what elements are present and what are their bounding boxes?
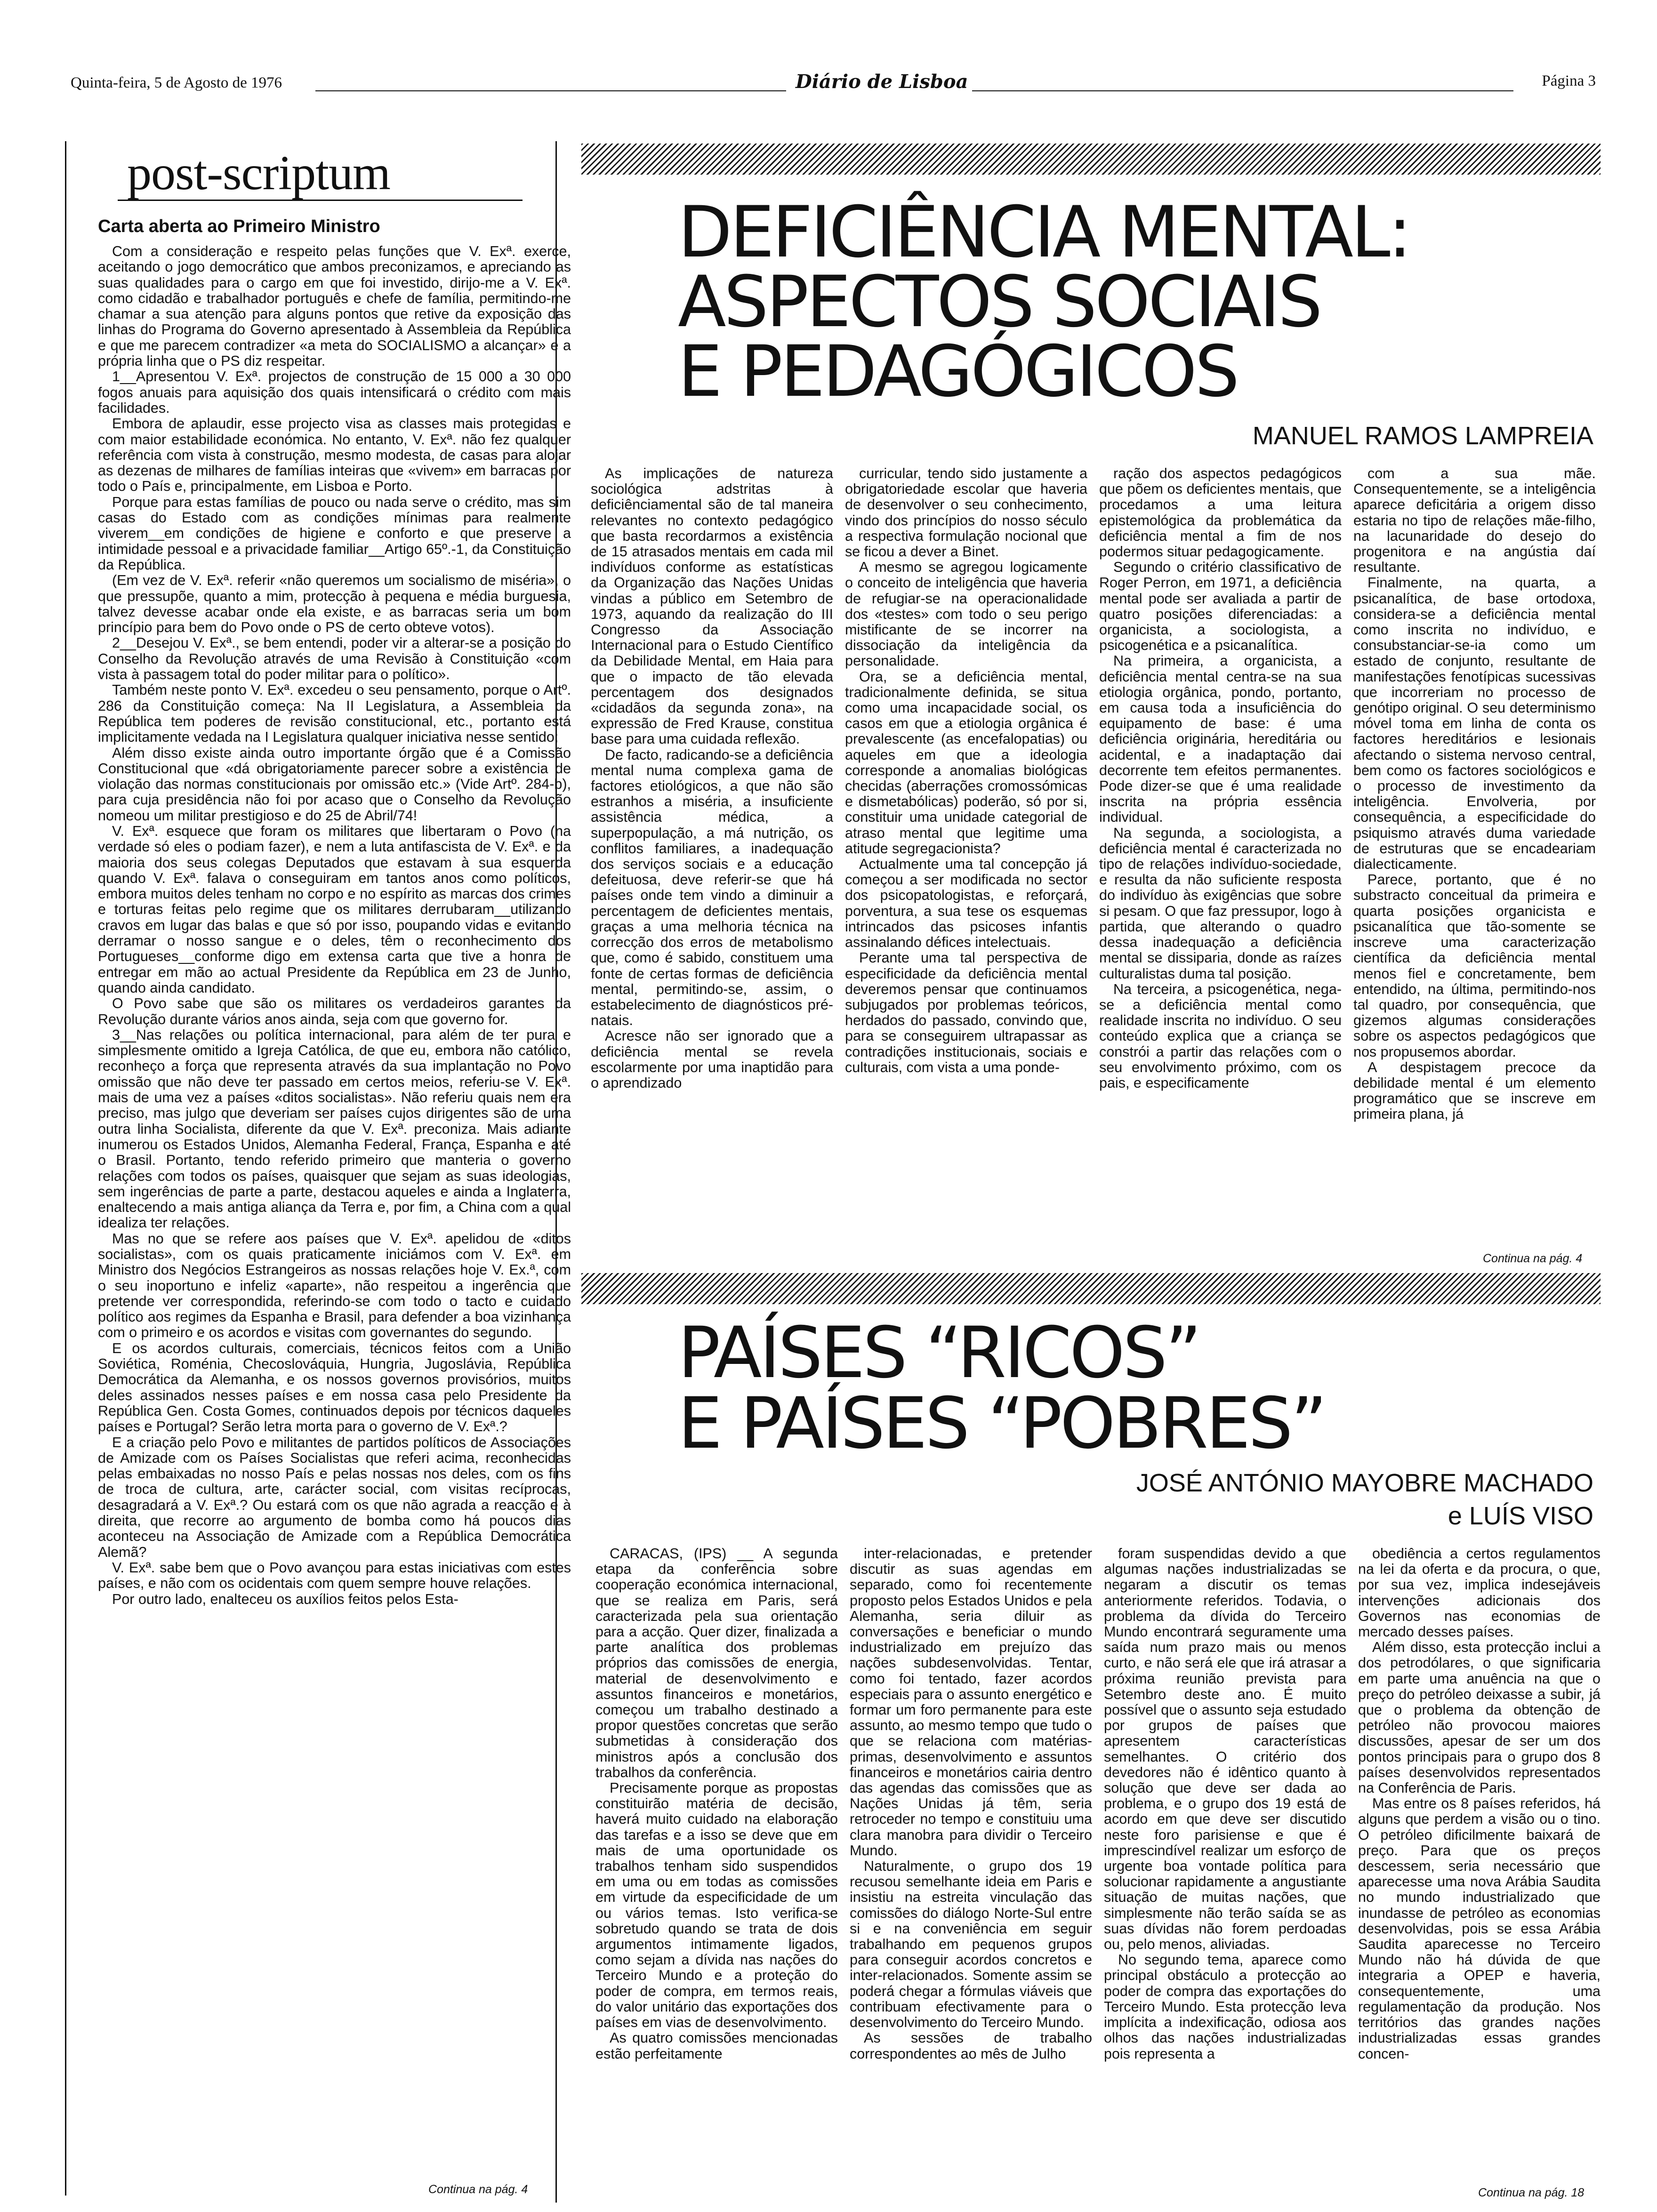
paragraph: com a sua mãe. Consequentemente, se a inteligência aparece deficitária a origem disso estaria no tipo de relações mãe-filho, na lacunaridade do desejo do progenitora e na angústia daí resultante. bbox=[1353, 466, 1596, 576]
article-column bbox=[845, 466, 1087, 1250]
article-author-second: e LUÍS VISO bbox=[1448, 1502, 1593, 1530]
paragraph: Actualmente uma tal concepção já começou a ser modificada no sector dos psicopatologistas, e reforçará, porventura, a sua tese os esquemas intrincados das psicoses infantis assinalando défices intelectuais. bbox=[845, 856, 1087, 951]
column-divider bbox=[555, 141, 557, 2203]
paragraph: Parece, portanto, que é no substracto conceitual da primeira e quarta posições organicista e psicanalítica que tão-somente se inscreve uma caracterização científica da deficiência mental menos fiel e concretamente, bem entendido, na última, permitindo-nos tal quadro, por consequência, que gizemos algumas considerações sobre os aspectos pedagógicos que nos propusemos abordar. bbox=[1353, 872, 1596, 1060]
paragraph: ração dos aspectos pedagógicos que põem os deficientes mentais, que procedamos a uma leitura epistemológica da problemática da deficiência mental a fim de nos podermos situar pedagogicamente. bbox=[1099, 466, 1342, 560]
paragraph: Naturalmente, o grupo dos 19 recusou semelhante ideia em Paris e insistiu na estreita vinculação das comissões do diálogo Norte-Sul entre si e na conveniência em seguir trabalhando em pequenos grupos para conseguir acordos concretos e inter-relacionados. Somente assim se poderá chegar a fórmulas viáveis que contribuam efectivamente para o desenvolvimento do Terceiro Mundo. bbox=[850, 1858, 1092, 2031]
paragraph: Segundo o critério classificativo de Roger Perron, em 1971, a deficiência mental pode ser avaliada a partir de quatro posições diferenciadas: a organicista, a sociologista, a psicogenética e a psicanalítica. bbox=[1099, 559, 1342, 654]
article-author: JOSÉ ANTÓNIO MAYOBRE MACHADO bbox=[1136, 1469, 1593, 1497]
paragraph: As implicações de natureza sociológica adstritas à deficiênciamental são de tal maneira relevantes no contexto pedagógico que basta recordarmos a existência de 15 atrasados mentais em cada mil indivíduos conforme as estatísticas da Organização das Nações Unidas vindas a público em Setembro de 1973, aquando da realização do III Congresso da Associação Internacional para o Estudo Científico da Debilidade Mental, em Haia para que o impacto de tão elevada percentagem dos designados «cidadãos da segunda zona», na expressão de Fred Krause, constitua base para uma cuidada reflexão. bbox=[591, 466, 833, 747]
masthead-rule-right bbox=[972, 90, 1513, 91]
hatched-band-middle bbox=[581, 1273, 1601, 1304]
article-author: MANUEL RAMOS LAMPREIA bbox=[1252, 422, 1593, 450]
paragraph: Embora de aplaudir, esse projecto visa as classes mais protegidas e com maior estabilidade económica. No entanto, V. Exª. não fez qualquer referência com vista à construção, mesmo modesta, de casas para alojar as dezenas de milhares de famílias inteiras que «vivem» em barracas por todo o País e, principalmente, em Lisboa e Porto. bbox=[98, 416, 571, 495]
page-number: Página 3 bbox=[1542, 72, 1596, 89]
post-scriptum-column bbox=[71, 141, 571, 2196]
paragraph: Além disso, esta protecção inclui a dos petrodólares, o que significaria em parte uma anuência na que o preço do petróleo deixasse a subir, já que o problema da obtenção de petróleo não provocou maiores discussões, apesar de ser um dos pontos principais para o grupo dos 8 países desenvolvidos representados na Conferência de Paris. bbox=[1358, 1639, 1601, 1796]
masthead bbox=[71, 71, 1596, 96]
title-line: PAÍSES “RICOS” bbox=[678, 1312, 1199, 1394]
column-rule bbox=[65, 141, 66, 2196]
paragraph: Com a consideração e respeito pelas funções que V. Exª. exerce, aceitando o jogo democrático que ambos preconizamos, e apreciando as suas qualidades para o cargo em que foi investido, dirijo-me a V. Exª. como cidadão e trabalhador português e chefe de família, permitindo-me chamar a sua atenção para alguns pontos que retive da exposição das linhas do Programa do Governo apresentado à Assembleia da República e que me parecem contradizer «a meta do SOCIALISMO a alcançar» e a própria linha que o PS diz respeitar. bbox=[98, 244, 571, 369]
paragraph: Na terceira, a psicogenética, nega-se a deficiência mental como realidade inscrita no indivíduo. O seu conteúdo explica que a criança se constrói a partir das relações com o seu envolvimento próximo, com os pais, e especificamente bbox=[1099, 981, 1342, 1091]
article-column bbox=[1104, 1546, 1346, 2184]
paragraph: CARACAS, (IPS) __ A segunda etapa da conferência sobre cooperação económica internacional, que se realiza em Paris, será caracterizada pela sua orientação para a acção. Quer dizer, finalizada a parte analítica dos problemas próprios das comissões de energia, material de desenvolvimento e assuntos financeiros e monetários, começou um trabalho destinado a propor questões concretas que serão submetidas à consideração dos ministros após a conclusão dos trabalhos da conferência. bbox=[595, 1546, 838, 1780]
heading-underline bbox=[118, 200, 523, 201]
title-line: DEFICIÊNCIA MENTAL: bbox=[678, 192, 1410, 273]
paragraph: Também neste ponto V. Exª. excedeu o seu pensamento, porque o Artº. 286 da Constituição começa: Na II Legislatura, a Assembleia da República tem poderes de revisão constitucional, etc., portanto está implicitamente vedada na I Legislatura qualquer iniciativa nesse sentido; bbox=[98, 682, 571, 745]
paragraph: E a criação pelo Povo e militantes de partidos políticos de Associações de Amizade com os Países Socialistas que referi acima, reconhecidas pelas embaixadas no nosso País e pelas nossas nos deles, com os fins de troca de cultura, arte, carácter social, com visitas recíprocas, desagradará a V. Exª.? Ou estará com os que não agrada a reacção e à direita, que recorre ao argumento de bomba como há poucos dias aconteceu na Associação de Amizade com a República Democrática Alemã? bbox=[98, 1434, 571, 1560]
post-scriptum-heading: post-scriptum bbox=[127, 146, 390, 200]
letter-body bbox=[98, 244, 571, 2178]
paragraph: curricular, tendo sido justamente a obrigatoriedade escolar que haveria de desenvolver o seu conhecimento, vindo dos princípios do nosso século a respectiva formulação nocional que se ficou a dever a Binet. bbox=[845, 466, 1087, 560]
continued-note: Continua na pág. 4 bbox=[428, 2183, 528, 2196]
paragraph: 3__Nas relações ou política internacional, para além de ter pura e simplesmente omitido a Igreja Católica, de que eu, embora não católico, reconheço a força que representa através da sua implantação no Povo omissão que não deve ter passado em certos meios, referiu-se V. Exª. mais de uma vez a países «ditos socialistas». Não referiu quais nem era preciso, mas julgo que deveriam ser países cujos dirigentes são de uma outra linha Socialista, diferente da que V. Exª. preconiza. Mais adiante inumerou os Estados Unidos, Alemanha Federal, França, Espanha e até o Brasil. Portanto, tendo referido primeiro que manteria o governo relações com todos os países, quaisquer que sejam as suas ideologias, sem ingerências de parte a parte, destacou aqueles e ainda a Inglaterra, enaltecendo a mais antiga aliança da Terra e, por fim, a China com a qual idealiza ter relações. bbox=[98, 1026, 571, 1231]
article-column bbox=[591, 466, 833, 1250]
paragraph: Na primeira, a organicista, a deficiência mental centra-se na sua etiologia orgânica, pondo, portanto, em causa toda a insuficiência do equipamento de base: é uma deficiência originária, hereditária ou acidental, e a inadaptação dai decorrente tem efeitos permanentes. Pode dizer-se que é uma realidade inscrita na própria essência individual. bbox=[1099, 653, 1342, 825]
paragraph: Mas entre os 8 países referidos, há alguns que perdem a visão ou o tino. O petróleo dificilmente baixará de preço. Para que os preços descessem, seria necessário que aparecesse uma nova Arábia Saudita no mundo industrializado que inundasse de petróleo as economias desenvolvidas, pois se essa Arábia Saudita aparecesse no Terceiro Mundo não há dúvida de que integraria a OPEP e haveria, consequentemente, uma regulamentação da produção. Nos territórios das grandes nações industrializadas essas grandes concen- bbox=[1358, 1795, 1601, 2062]
continued-note: Continua na pág. 4 bbox=[1483, 1252, 1583, 1265]
paragraph: As sessões de trabalho correspondentes ao mês de Julho bbox=[850, 2030, 1092, 2062]
paragraph: Finalmente, na quarta, a psicanalítica, de base ortodoxa, considera-se a deficiência mental como inscrita no indivíduo, e consubstanciar-se-ia como um estado de conjunto, resultante de manifestações fenotípicas sucessivas que incorreriam no processo de genótipo original. O seu determinismo móvel toma em linha de conta os factores hereditários e lesionais afectando o sistema nervoso central, bem como os factores sociológicos e o processo de investimento da inteligência. Envolveria, por consequência, a especificidade do psiquismo através duma variedade de estruturas que se encadeariam dialecticamente. bbox=[1353, 575, 1596, 873]
title-line: E PEDAGÓGICOS bbox=[678, 331, 1238, 413]
paragraph: foram suspendidas devido a que algumas nações industrializadas se negaram a discutir os temas anteriormente referidos. Todavia, o problema da dívida do Terceiro Mundo encontrará seguramente uma saída num prazo mais ou menos curto, e não será ele que irá atrasar a próxima reunião prevista para Setembro deste ano. É muito possível que o assunto seja estudado por grupos de países que apresentem características semelhantes. O critério dos devedores não é idêntico quanto à solução que deve ser dada ao problema, e o grupo dos 19 está de acordo em que deve ser discutido neste foro parisiense e que é imprescindível realizar um esforço de urgente boa vontade política para solucionar rapidamente a angustiante situação de muitas nações, que simplesmente não terão saída se as suas dívidas não forem perdoadas ou, pelo menos, aliviadas. bbox=[1104, 1546, 1346, 1953]
paragraph: Ora, se a deficiência mental, tradicionalmente definida, se situa como uma incapacidade social, os casos em que a etiologia orgânica é prevalescente (as encefalopatias) ou aqueles em que a ideologia corresponde a anomalias biológicas checidas (aberrações cromossómicas e dismetabólicas) poderão, só por si, constituir uma unidade categorial de atraso mental que legitime uma atitude segregacionista? bbox=[845, 668, 1087, 857]
article-title-deficiencia bbox=[678, 192, 1410, 413]
article-column bbox=[1358, 1546, 1601, 2184]
hatched-band-top bbox=[581, 144, 1601, 175]
paragraph: obediência a certos regulamentos na lei da oferta e da procura, o que, por sua vez, implica indesejáveis intervenções adicionais dos Governos nas economias de mercado desses países. bbox=[1358, 1546, 1601, 1640]
paragraph: A despistagem precoce da debilidade mental é um elemento programático que se inscreve em primeira plana, já bbox=[1353, 1059, 1596, 1122]
paragraph: Mas no que se refere aos países que V. Exª. apelidou de «ditos socialistas», com os quais praticamente iniciámos com V. Exª. em Ministro dos Negócios Estrangeiros as nossas relações hoje V. Ex.ª, com o seu inoportuno e infeliz «aparte», não respeitou a ingerência que pretende ver correspondida, referindo-se com todo o tacto e cuidado político aos regimes da Espanha e Brasil, para defender a boa vizinhança com o primeiro e os acordos e visitas com governantes do segundo. bbox=[98, 1230, 571, 1341]
letter-subtitle: Carta aberta ao Primeiro Ministro bbox=[98, 216, 380, 236]
paragraph: Além disso existe ainda outro importante órgão que é a Comissão Constitucional que «dá obrigatoriamente parecer sobre a existência de violação das normas constitucionais por omissão etc.» (Vide Artº. 284-b), para cuja presidência não foi por acaso que o Conselho da Revolução nomeou um militar prestigioso e do 25 de Abril/74! bbox=[98, 745, 571, 824]
article-column bbox=[1099, 466, 1342, 1250]
paragraph: Perante uma tal perspectiva de especificidade da deficiência mental deveremos pensar que continuamos subjugados por problemas teóricos, herdados do passado, convindo que, para se conseguirem ultrapassar as contradições institucionais, sociais e culturais, com vista a uma ponde- bbox=[845, 950, 1087, 1075]
continued-note: Continua na pág. 18 bbox=[1478, 2186, 1585, 2199]
paragraph: 1__Apresentou V. Exª. projectos de construção de 15 000 a 30 000 fogos anuais para aquisição dos quais intensificará o crédito com mais facilidades. bbox=[98, 369, 571, 416]
paragraph: Acresce não ser ignorado que a deficiência mental se revela escolarmente por uma inaptidão para o aprendizado bbox=[591, 1028, 833, 1091]
paragraph: A mesmo se agregou logicamente o conceito de inteligência que haveria de refugiar-se na operacionalidade dos «testes» com todo o seu perigo mistificante de se incorrer na dissociação da inteligência da personalidade. bbox=[845, 559, 1087, 669]
paragraph: inter-relacionadas, e pretender discutir as suas agendas em separado, como foi recentemente proposto pelos Estados Unidos e pela Alemanha, seria diluir as conversações e beneficiar o mundo industrializado em prejuízo das nações subdesenvolvidas. Tentar, como foi tentado, fazer acordos especiais para o assunto energético e formar um foro permanente para este assunto, ao mesmo tempo que tudo o que se relaciona com matérias-primas, desenvolvimento e assuntos financeiros e monetários cairia dentro das agendas das comissões que as Nações Unidas já têm, seria retroceder no tempo e constituiu uma clara manobra para dividir o Terceiro Mundo. bbox=[850, 1546, 1092, 1859]
paragraph: V. Exª. esquece que foram os militares que libertaram o Povo (na verdade só eles o podiam fazer), e nem a luta antifascista de V. Exª. e da maioria dos seus colegas Deputados que estavam à sua esquerda quando V. Exª. falava o conseguiram em tantos anos como políticos, embora muitos deles tenham no corpo e no espírito as marcas dos crimes e torturas feitas pelo regime que os militares derrubaram__utilizando cravos em lugar das balas e que só por isso, poupando vidas e evitando derramar o nosso sangue e o deles, têm o reconhecimento dos Portugueses__conforme digo em extensa carta que tive a honra de entregar em mão ao actual Presidente da República em 23 de Junho, quando ainda candidato. bbox=[98, 823, 571, 996]
paragraph: E os acordos culturais, comerciais, técnicos feitos com a União Soviética, Roménia, Checoslováquia, Hungria, Jugoslávia, República Democrática da Alemanha, e os nossos governos provisórios, muitos deles assinados nesses países e em nossa casa pelo Presidente da República Gen. Costa Gomes, continuados depois por técnicos daqueles países e Portugal? Serão letra morta para o governo de V. Exª.? bbox=[98, 1340, 571, 1435]
paragraph: As quatro comissões mencionadas estão perfeitamente bbox=[595, 2030, 838, 2062]
paragraph: Porque para estas famílias de pouco ou nada serve o crédito, mas sim casas do Estado com as condições mínimas para realmente viverem__em condições de higiene e conforto e que preserve a intimidade pessoal e a privacidade familiar__Artigo 65º.-1, da Constituição da República. bbox=[98, 494, 571, 573]
issue-date: Quinta-feira, 5 de Agosto de 1976 bbox=[71, 74, 282, 91]
paragraph: Por outro lado, enalteceu os auxílios feitos pelos Esta- bbox=[112, 1591, 458, 1607]
article-body-deficiencia bbox=[591, 466, 1601, 1250]
article-column bbox=[1353, 466, 1596, 1250]
newspaper-title: Diário de Lisboa bbox=[796, 71, 968, 93]
article-title-paises bbox=[678, 1312, 1325, 1465]
title-line: ASPECTOS SOCIAIS bbox=[678, 261, 1320, 343]
article-body-paises bbox=[595, 1546, 1601, 2184]
paragraph: No segundo tema, aparece como principal obstáculo a protecção ao poder de compra das exportações do Terceiro Mundo. Esta protecção leva implícita a indexificação, odiosa aos olhos das nações industrializadas pois representa a bbox=[1104, 1952, 1346, 2062]
paragraph: De facto, radicando-se a deficiência mental numa complexa gama de factores etiológicos, a que não são estranhos a miséria, a insuficiente assistência médica, a superpopulação, a má nutrição, os conflitos familiares, a inadequação dos serviços sociais e a educação defeituosa, deve referir-se que há países onde tem vindo a diminuir a percentagem de deficientes mentais, graças a uma melhoria técnica na correcção dos erros de metabolismo que, como é sabido, constituem uma fonte de certas formas de deficiência mental, permitindo-se, assim, o estabelecimento de diagnósticos pré-natais. bbox=[591, 746, 833, 1029]
article-column bbox=[850, 1546, 1092, 2184]
paragraph: 2__Desejou V. Exª., se bem entendi, poder vir a alterar-se a posição do Conselho da Revolução através de uma Revisão à Constituição «com vista à passagem total do poder militar para o político». bbox=[98, 635, 571, 683]
paragraph: (Em vez de V. Exª. referir «não queremos um socialismo de miséria», o que pressupõe, quanto a mim, protecção à pequena e média burguesia, talvez devesse acabar onde ela existe, e as barracas seria um bom princípio para bem do Povo onde o PS de certo obteve votos). bbox=[98, 572, 571, 636]
paragraph: Precisamente porque as propostas constituirão matéria de decisão, haverá muito cuidado na elaboração das tarefas e a isso se deve que em mais de uma oportunidade os trabalhos tenham sido suspendidos em uma ou em todas as comissões em virtude da especificidade de um ou vários temas. Isto verifica-se sobretudo quando se trata de dois argumentos intimamente ligados, como sejam a dívida nas nações do Terceiro Mundo e a proteção do poder de compra, em termos reais, do valor unitário das exportações dos países em vias de desenvolvimento. bbox=[595, 1780, 838, 2031]
article-column bbox=[595, 1546, 838, 2184]
title-line: E PAÍSES “POBRES” bbox=[678, 1383, 1325, 1465]
paragraph: V. Exª. sabe bem que o Povo avançou para estas iniciativas com estes países, e não com os ocidentais com quem sempre houve relações. bbox=[98, 1559, 571, 1592]
masthead-rule-left bbox=[315, 90, 786, 91]
paragraph: Na segunda, a sociologista, a deficiência mental é caracterizada no tipo de relações indivíduo-sociedade, e resulta da não suficiente resposta do indivíduo às exigências que sobre si pesam. O que faz pressupor, logo à partida, que alterando o quadro dessa inadequação a deficiência mental se dissiparia, donde as raízes culturalistas duma tal posição. bbox=[1099, 825, 1342, 982]
paragraph: O Povo sabe que são os militares os verdadeiros garantes da Revolução durante vários anos ainda, seja com que governo for. bbox=[98, 995, 571, 1027]
